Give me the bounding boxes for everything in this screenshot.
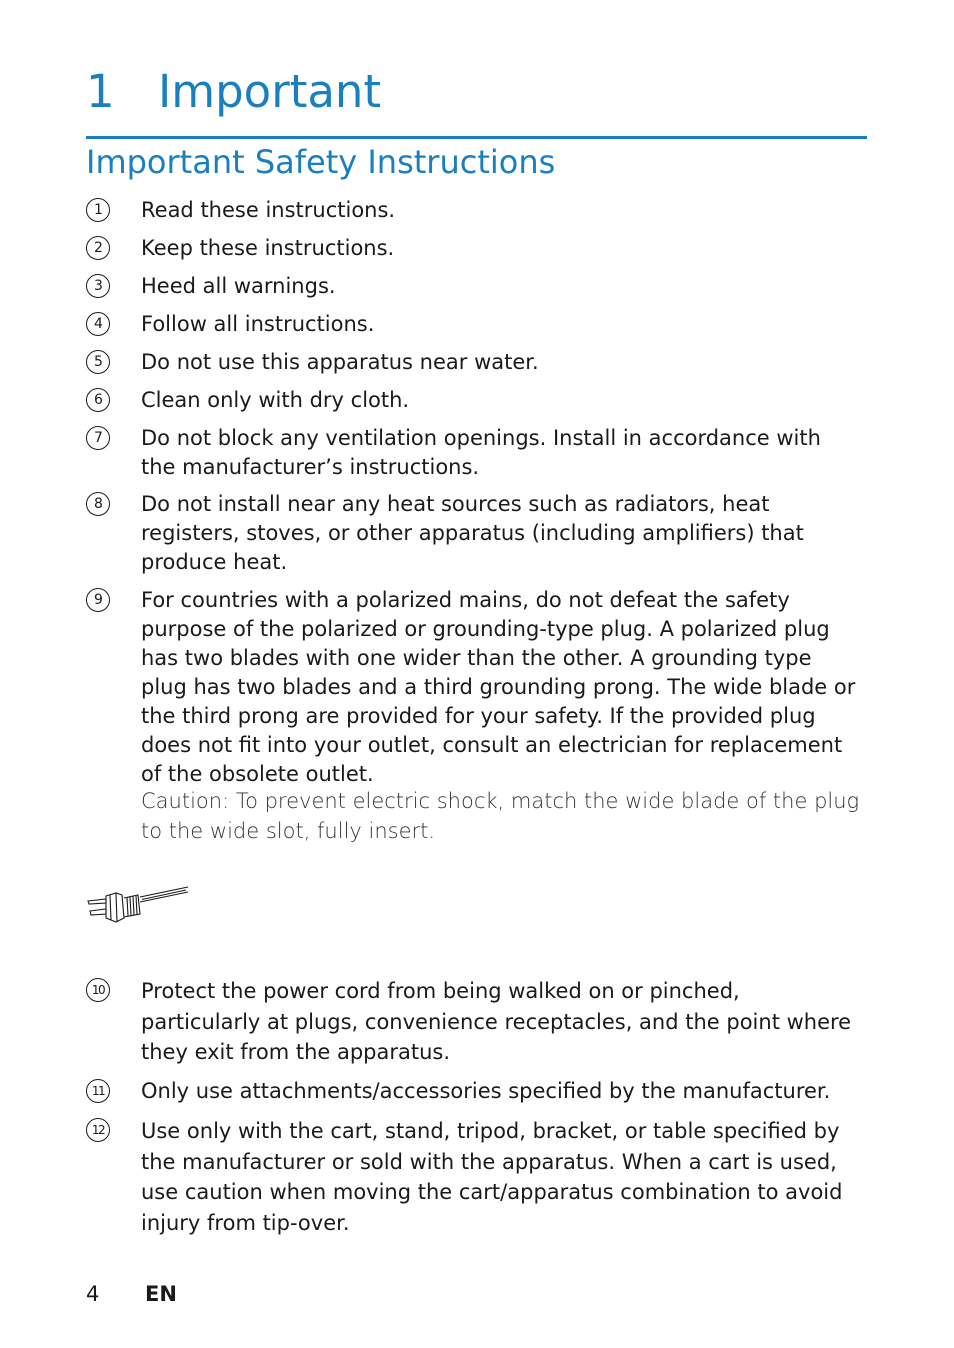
item-number-badge: 5 xyxy=(86,350,110,374)
item-number-badge: 9 xyxy=(86,588,110,612)
item-line: Protect the power cord from being walked on or pinched, xyxy=(141,979,740,1003)
item-line: Clean only with dry cloth. xyxy=(141,388,410,412)
item-text xyxy=(141,1077,871,1106)
item-text xyxy=(141,976,871,1068)
item-line: Follow all instructions. xyxy=(141,312,375,336)
item-text xyxy=(141,234,871,263)
item-line: Read these instructions. xyxy=(141,198,396,222)
section-title: Important Safety Instructions xyxy=(86,143,556,181)
page-number: 4 xyxy=(86,1282,100,1306)
item-number-badge: 8 xyxy=(86,492,110,516)
caution-note xyxy=(141,786,871,846)
item-line: they exit from the apparatus. xyxy=(141,1040,451,1064)
item-number-badge: 10 xyxy=(86,978,110,1002)
item-number-badge: 4 xyxy=(86,312,110,336)
item-line: Keep these instructions. xyxy=(141,236,395,260)
item-text xyxy=(141,310,871,339)
item-line: produce heat. xyxy=(141,550,288,574)
item-number-badge: 3 xyxy=(86,274,110,298)
item-text xyxy=(141,1116,871,1238)
item-number-badge: 12 xyxy=(86,1118,110,1142)
item-text xyxy=(141,272,871,301)
item-text xyxy=(141,348,871,377)
item-number-badge: 1 xyxy=(86,198,110,222)
caution-line: Caution: To prevent electric shock, match the wide blade of the plug xyxy=(141,789,860,813)
item-text xyxy=(141,386,871,415)
item-text xyxy=(141,424,871,482)
item-line: does not fit into your outlet, consult an electrician for replacement xyxy=(141,733,843,757)
item-line: For countries with a polarized mains, do not defeat the safety xyxy=(141,588,790,612)
item-number-badge: 7 xyxy=(86,426,110,450)
item-line: the manufacturer’s instructions. xyxy=(141,455,480,479)
item-text xyxy=(141,490,871,577)
item-text xyxy=(141,586,871,789)
chapter-number: 1 xyxy=(86,65,115,118)
item-line: has two blades with one wider than the other. A grounding type xyxy=(141,646,812,670)
item-line: Heed all warnings. xyxy=(141,274,336,298)
item-line: of the obsolete outlet. xyxy=(141,762,374,786)
item-line: Do not use this apparatus near water. xyxy=(141,350,539,374)
item-line: Do not install near any heat sources such as radiators, heat xyxy=(141,492,770,516)
chapter-title: Important xyxy=(158,65,382,118)
item-number-badge: 11 xyxy=(86,1079,110,1103)
item-line: the third prong are provided for your safety. If the provided plug xyxy=(141,704,816,728)
item-line: plug has two blades and a third grounding prong. The wide blade or xyxy=(141,675,856,699)
caution-line: to the wide slot, fully insert. xyxy=(141,819,436,843)
item-line: injury from tip-over. xyxy=(141,1210,350,1235)
item-line: the manufacturer or sold with the apparatus. When a cart is used, xyxy=(141,1149,837,1174)
item-line: Do not block any ventilation openings. Install in accordance with xyxy=(141,426,821,450)
item-line: use caution when moving the cart/apparatus combination to avoid xyxy=(141,1180,843,1204)
item-number-badge: 2 xyxy=(86,236,110,260)
item-line: particularly at plugs, convenience receptacles, and the point where xyxy=(141,1009,852,1034)
chapter-heading xyxy=(86,62,867,139)
item-line: registers, stoves, or other apparatus (including amplifiers) that xyxy=(141,521,804,545)
polarized-plug-icon xyxy=(86,884,190,926)
language-code: EN xyxy=(145,1282,177,1306)
item-line: purpose of the polarized or grounding-type plug. A polarized plug xyxy=(141,617,830,641)
item-line: Use only with the cart, stand, tripod, bracket, or table specified by xyxy=(141,1119,840,1143)
item-text xyxy=(141,196,871,225)
item-number-badge: 6 xyxy=(86,388,110,412)
item-line: Only use attachments/accessories specified by the manufacturer. xyxy=(141,1079,831,1103)
